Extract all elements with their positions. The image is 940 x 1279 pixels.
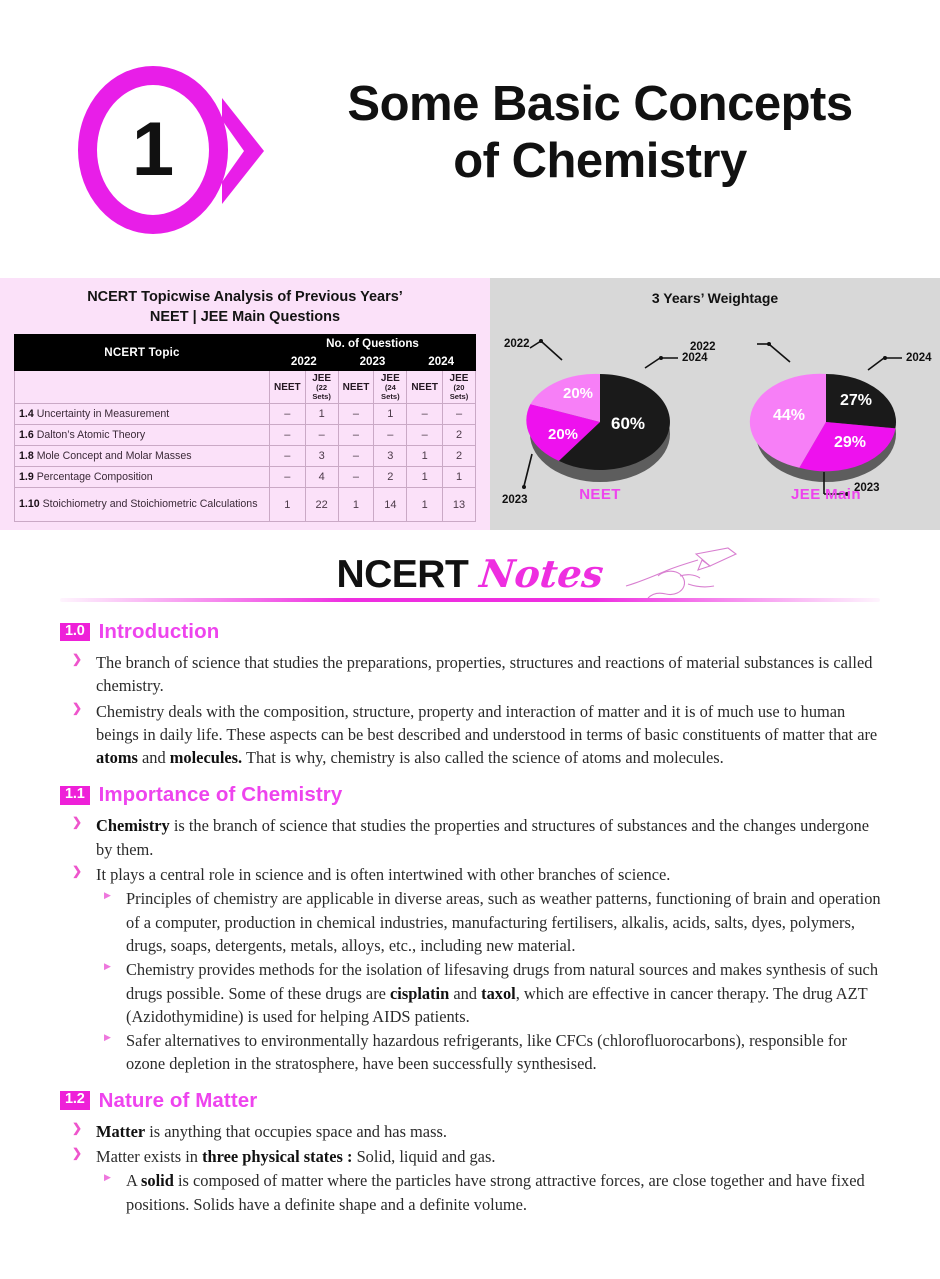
chapter-header (0, 28, 940, 243)
sub-bullet-text: Chemistry provides methods for the isolation of lifesaving drugs from natural sources and makes synthesis of such drugs possible. Some of these drugs are cisplatin and taxol, which are effective in cancer therapy. The drug AZT (Azidothymidine) is used for helping AIDS patients. (126, 960, 879, 1026)
th-exam-2: NEET (338, 371, 374, 404)
list-item (96, 958, 886, 1028)
sub-bullet-text: A solid is composed of matter where the particles have strong attractive forces, are close together and have fixed positions. Solids have a definite shape and a definite volume. (126, 1171, 865, 1214)
ncert-topicwise-table (14, 334, 476, 522)
row-value: – (338, 425, 374, 446)
row-value: 4 (305, 467, 338, 488)
section-heading (60, 1089, 886, 1113)
weightage-panel (490, 278, 940, 530)
table-header-row-1 (15, 335, 476, 353)
row-value: – (443, 404, 476, 425)
ncert-analysis-panel (0, 278, 490, 530)
pie-value-2024: 60% (610, 414, 646, 433)
row-topic: 1.6 Dalton’s Atomic Theory (15, 425, 270, 446)
row-value: – (269, 446, 305, 467)
section-bullets (62, 651, 886, 769)
th-ncert-topic: NCERT Topic (15, 335, 270, 371)
list-item (62, 863, 886, 1076)
callout-2024-neet: 2024 (682, 352, 708, 364)
row-value: 1 (374, 404, 407, 425)
bullet-text: Matter is anything that occupies space and has mass. (96, 1121, 447, 1141)
bullet-text: It plays a central role in science and is often intertwined with other branches of science. (96, 865, 671, 885)
analysis-title (14, 288, 476, 327)
callout-2022-neet: 2022 (504, 338, 530, 350)
table-row (15, 467, 476, 488)
th-year-2022: 2022 (269, 353, 338, 371)
row-topic: 1.9 Percentage Composition (15, 467, 270, 488)
row-value: 3 (305, 446, 338, 467)
row-topic: 1.4 Uncertainty in Measurement (15, 404, 270, 425)
table-header-row-3 (15, 371, 476, 404)
row-value: 14 (374, 488, 407, 522)
analysis-title-line1: NCERT Topicwise Analysis of Previous Years’ (87, 289, 403, 305)
chapter-number-badge (78, 66, 293, 236)
list-item (62, 700, 886, 770)
notes-word-notes: Notes (478, 551, 606, 596)
row-value: 1 (443, 467, 476, 488)
row-value: – (338, 446, 374, 467)
hand-writing-pen-icon (618, 546, 748, 602)
row-topic: 1.10 Stoichiometry and Stoichiometric Calculations (15, 488, 270, 522)
row-value: 1 (338, 488, 374, 522)
section-title: Importance of Chemistry (98, 783, 343, 807)
section-bullets (62, 814, 886, 1075)
section-heading (60, 783, 886, 807)
th-exam-0: NEET (269, 371, 305, 404)
th-year-2023: 2023 (338, 353, 407, 371)
list-item (96, 1029, 886, 1076)
neet-pie-caption: NEET (579, 486, 621, 503)
th-year-2024: 2024 (407, 353, 476, 371)
analysis-title-line2: NEET | JEE Main Questions (149, 308, 341, 325)
row-value: – (305, 425, 338, 446)
list-item (62, 1120, 886, 1143)
table-row (15, 404, 476, 425)
section-title: Introduction (98, 620, 220, 643)
bullet-text: Matter exists in three physical states : Solid, liquid and gas. (96, 1147, 496, 1167)
weightage-title: 3 Years’ Weightage (651, 290, 779, 306)
section-number: 1.0 (60, 623, 90, 642)
sub-bullets (96, 887, 886, 1075)
notes-content (60, 620, 886, 1230)
section-title: Nature of Matter (98, 1088, 258, 1112)
row-value: – (407, 425, 443, 446)
analysis-strip (0, 278, 940, 530)
th-exam-5: JEE (20 Sets) (443, 371, 476, 404)
row-value: 1 (269, 488, 305, 522)
row-value: – (338, 467, 374, 488)
notes-word-ncert: NCERT (336, 552, 469, 596)
row-value: 2 (443, 425, 476, 446)
pie-value-2024: 27% (839, 392, 873, 409)
pie-value-2023: 20% (547, 426, 579, 443)
callout-2023-neet: 2023 (502, 494, 528, 506)
table-row (15, 446, 476, 467)
row-value: – (338, 404, 374, 425)
row-value: – (269, 425, 305, 446)
row-value: 1 (407, 467, 443, 488)
row-value: 2 (443, 446, 476, 467)
sub-bullet-text: Safer alternatives to environmentally hazardous refrigerants, like CFCs (chlorofluorocarbons), responsible for ozone depletion in the stratosphere, have been successfully synthesised. (126, 1031, 847, 1074)
list-item (62, 651, 886, 698)
row-value: – (269, 467, 305, 488)
row-value: – (269, 404, 305, 425)
list-item (62, 1145, 886, 1216)
table-row (15, 425, 476, 446)
section-1-2 (60, 1089, 886, 1216)
th-exam-4: NEET (407, 371, 443, 404)
section-1-1 (60, 783, 886, 1075)
notes-divider (60, 598, 880, 602)
chapter-title-line1: Some Basic Concepts (347, 77, 853, 131)
row-value: 1 (305, 404, 338, 425)
row-value: 22 (305, 488, 338, 522)
chevron-right-icon (218, 96, 268, 206)
section-number: 1.2 (60, 1091, 90, 1110)
ncert-notes-banner (0, 548, 940, 614)
section-1-0 (60, 620, 886, 769)
th-no-of-questions: No. of Questions (269, 335, 475, 353)
sub-bullets (96, 1169, 886, 1216)
row-value: – (407, 404, 443, 425)
row-topic: 1.8 Mole Concept and Molar Masses (15, 446, 270, 467)
bullet-text: The branch of science that studies the preparations, properties, structures and reactions of material substances is called chemistry. (96, 653, 873, 696)
chapter-number: 1 (131, 107, 175, 192)
th-exam-3: JEE (24 Sets) (374, 371, 407, 404)
section-number: 1.1 (60, 786, 90, 805)
sub-bullet-text: Principles of chemistry are applicable in diverse areas, such as weather patterns, functioning of brain and operation of a computer, production in chemical industries, manufacturing fertilisers, alkalis, acids, salts, dyes, polymers, drugs, soaps, detergents, metals, alloys, etc., including new material. (126, 889, 881, 955)
row-value: 2 (374, 467, 407, 488)
row-value: 1 (407, 446, 443, 467)
callout-2023-jee: 2023 (854, 482, 880, 494)
callout-2022-jee: 2022 (690, 341, 716, 353)
row-value: – (374, 425, 407, 446)
table-row (15, 488, 476, 522)
th-exam-1: JEE (22 Sets) (305, 371, 338, 404)
list-item (62, 814, 886, 861)
pie-value-2023: 29% (833, 434, 867, 451)
list-item (96, 1169, 886, 1216)
row-value: 1 (407, 488, 443, 522)
notes-banner-text (0, 548, 940, 600)
section-heading (60, 620, 886, 644)
row-value: 3 (374, 446, 407, 467)
pie-charts-container (490, 316, 940, 530)
section-bullets (62, 1120, 886, 1216)
list-item (96, 887, 886, 957)
th-blank (15, 371, 270, 404)
chapter-title (300, 76, 900, 190)
bullet-text: Chemistry is the branch of science that studies the properties and structures of substances and the changes undergone by them. (96, 816, 870, 859)
pie-value-2022: 44% (772, 407, 806, 424)
jee-main-pie-caption: JEE Main (791, 486, 861, 503)
chapter-title-line2: of Chemistry (453, 133, 747, 188)
bullet-text: Chemistry deals with the composition, structure, property and interaction of matter and it is of much use to human beings in daily life. These aspects can be best described and understood in terms of basic constituents of matter that are atoms and molecules. That is why, chemistry is also called the science of atoms and molecules. (96, 701, 878, 768)
row-value: 13 (443, 488, 476, 522)
pie-value-2022: 20% (562, 385, 594, 402)
callout-2024-jee: 2024 (906, 352, 932, 364)
